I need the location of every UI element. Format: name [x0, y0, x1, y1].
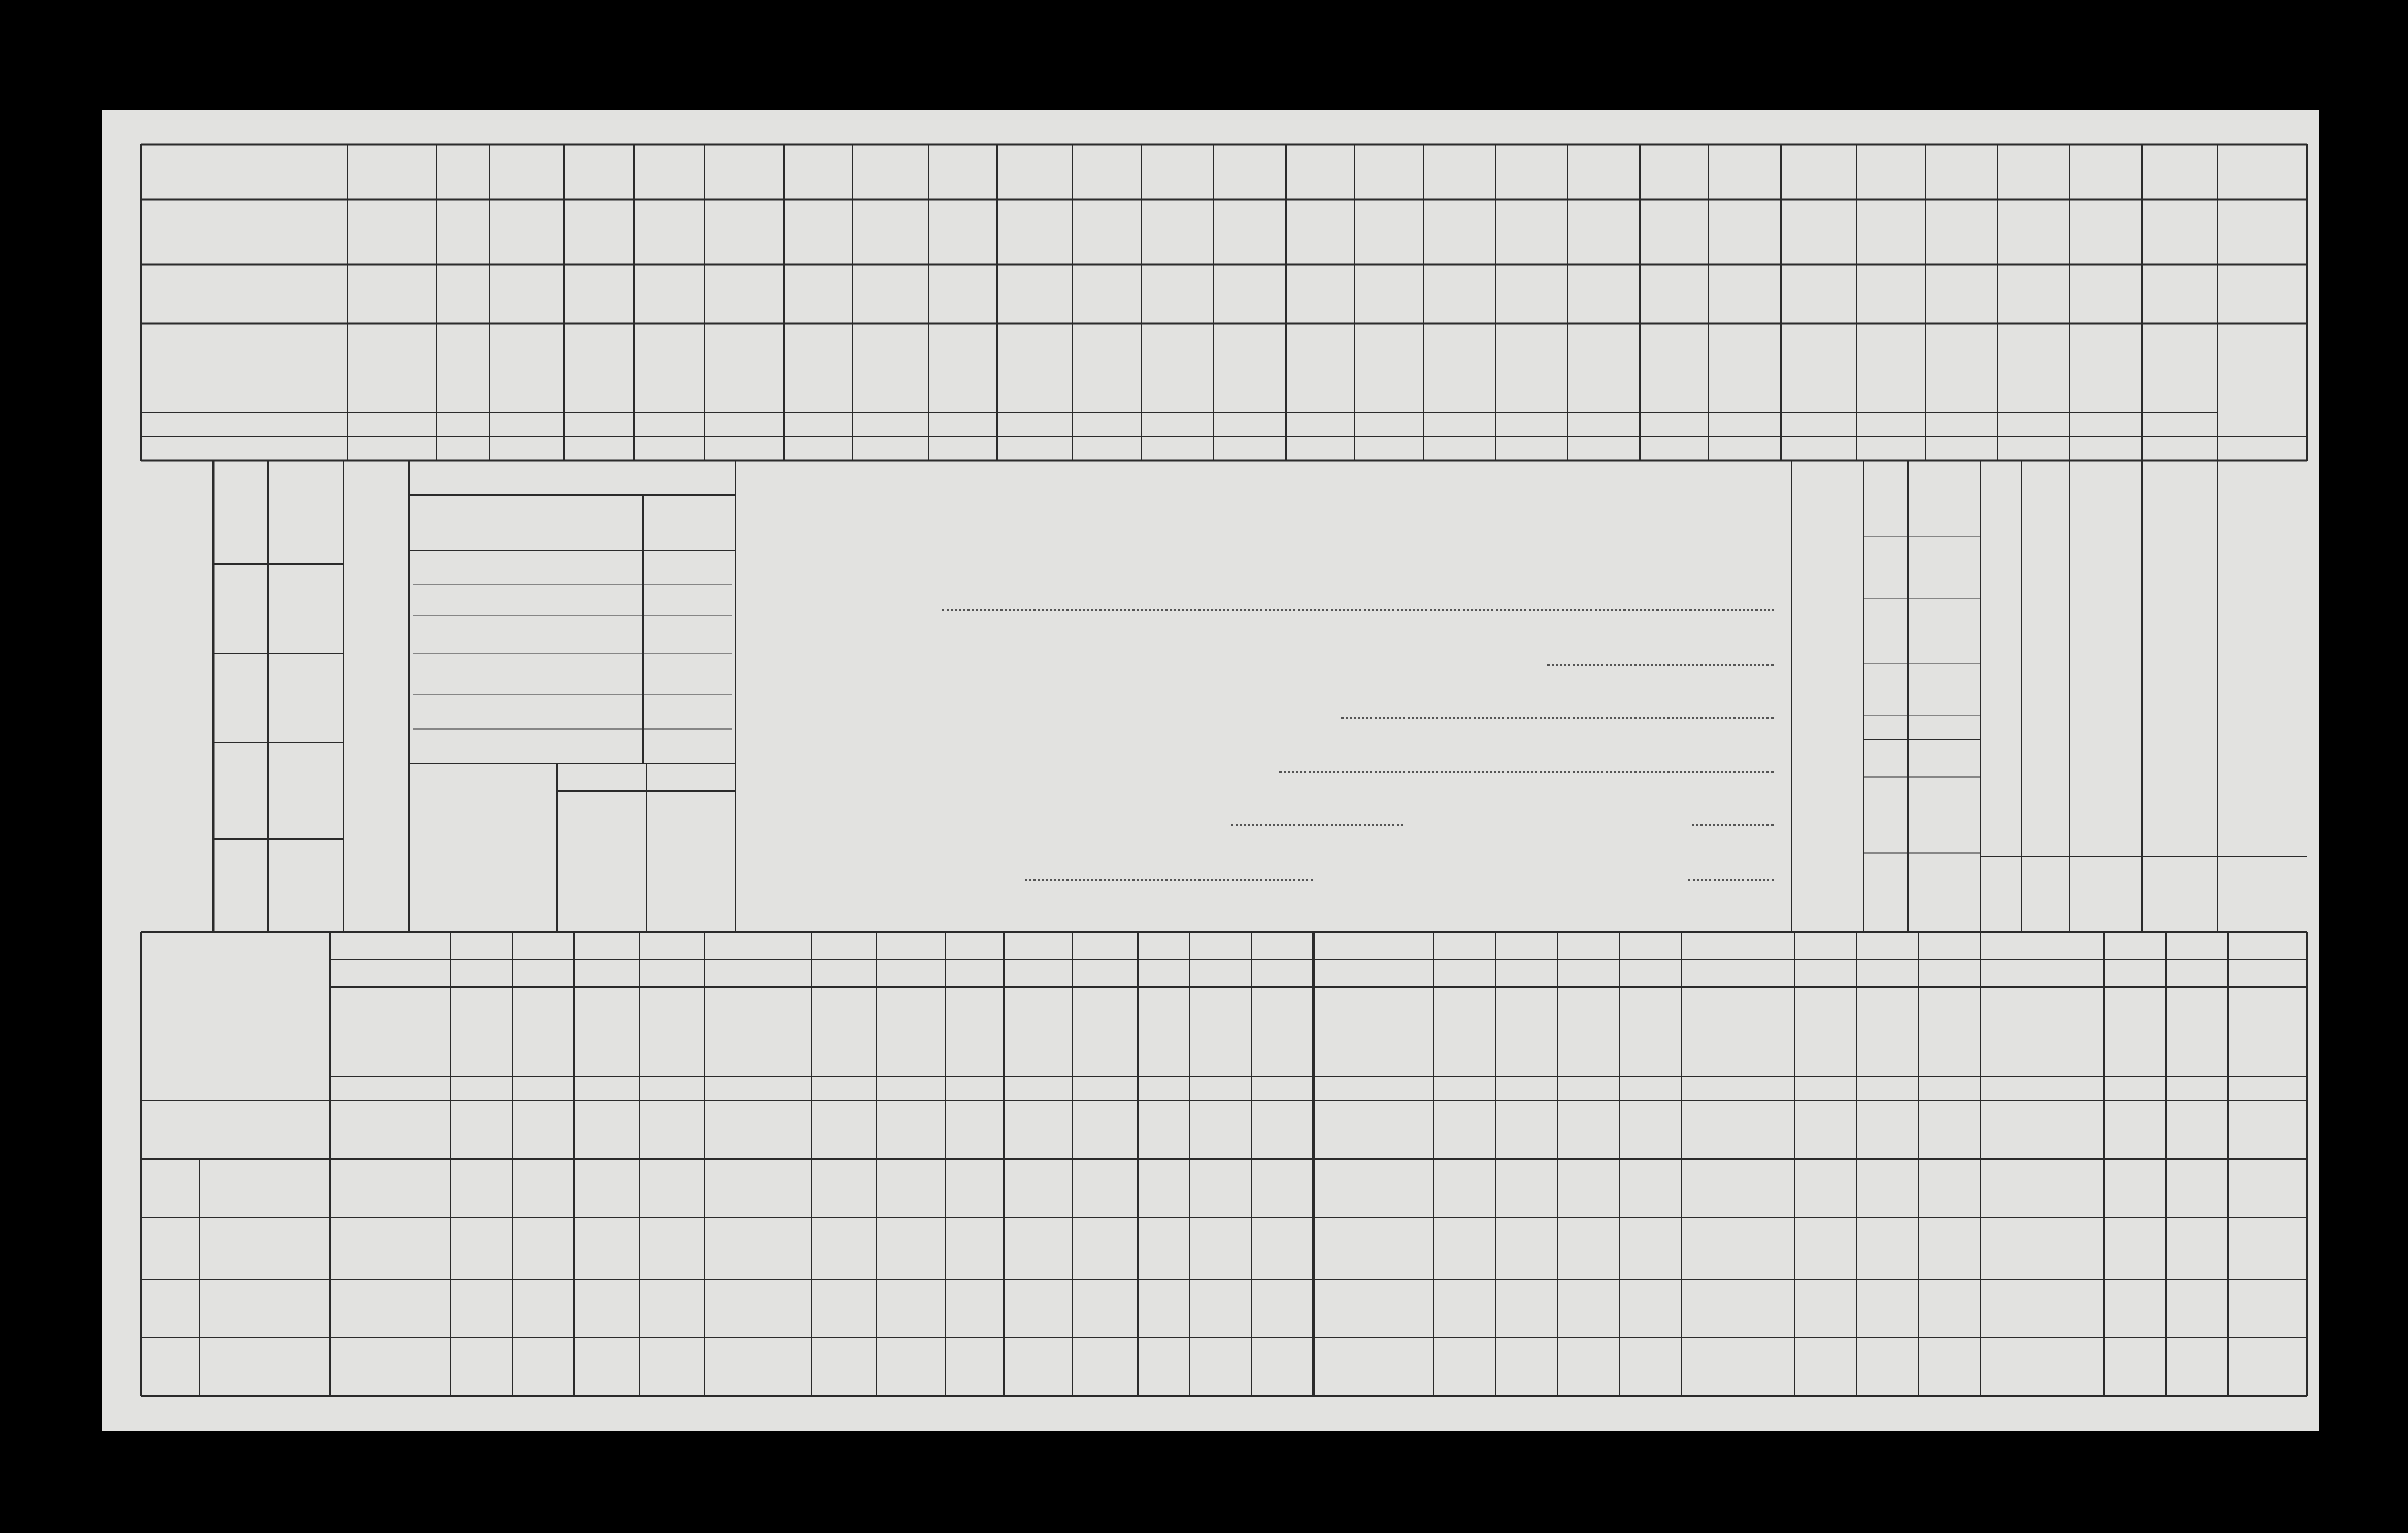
dotted-fill-line	[1231, 824, 1403, 826]
dotted-fill-line	[1025, 879, 1313, 881]
dotted-fill-line	[1279, 771, 1774, 773]
dotted-fill-line	[1341, 717, 1774, 719]
dotted-fill-line	[942, 609, 1774, 611]
dotted-fill-line	[1547, 664, 1774, 666]
dotted-fill-line	[1688, 879, 1774, 881]
dotted-fill-line	[1692, 824, 1774, 826]
